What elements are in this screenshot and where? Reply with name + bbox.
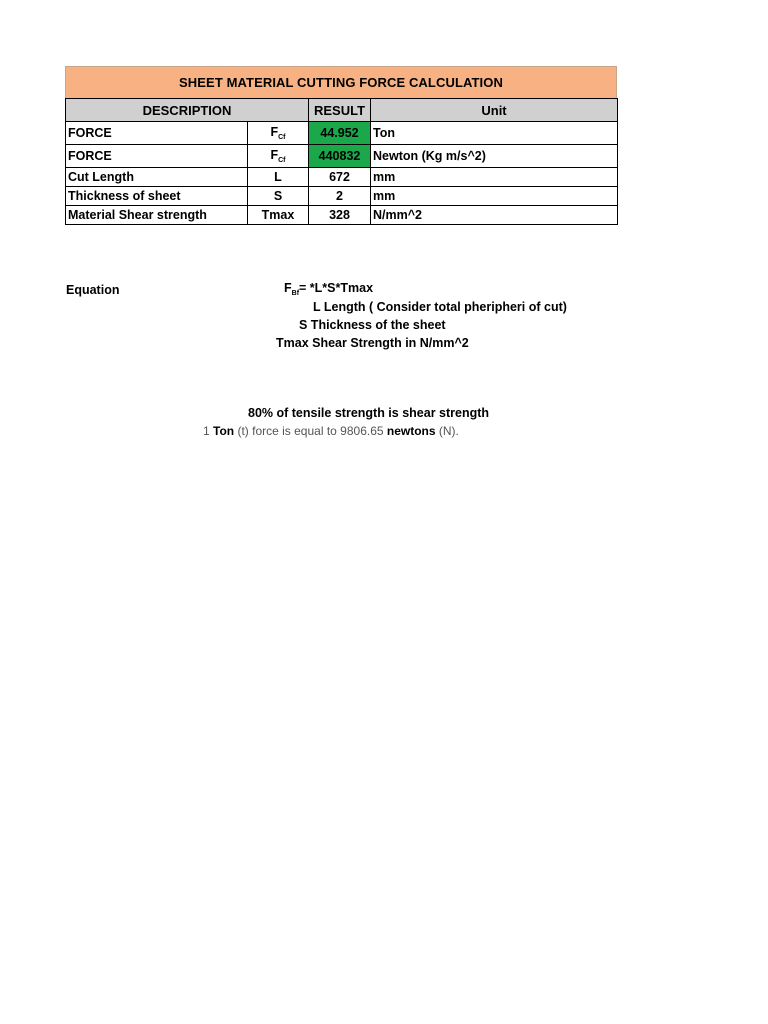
equation-label: Equation	[66, 283, 120, 297]
table-row	[66, 168, 618, 187]
legend-shear: Tmax Shear Strength in N/mm^2	[276, 336, 469, 350]
row-symbol: Tmax	[248, 206, 309, 225]
equation-formula: $F_{Bf}= *L*S*Tmax$	[284, 281, 374, 297]
legend-thickness: S Thickness of the sheet	[299, 318, 446, 332]
row-result[interactable]: 328	[309, 206, 371, 225]
table-row	[66, 187, 618, 206]
table-row	[66, 206, 618, 225]
row-description: Material Shear strength	[66, 206, 248, 225]
sheet-title: SHEET MATERIAL CUTTING FORCE CALCULATION	[65, 66, 617, 98]
row-unit: N/mm^2	[371, 206, 618, 225]
row-description: FORCE	[66, 122, 248, 145]
calculation-sheet	[65, 66, 617, 225]
table-header-row	[66, 99, 618, 122]
row-description: Cut Length	[66, 168, 248, 187]
row-result[interactable]: 44.952	[309, 122, 371, 145]
row-unit: mm	[371, 187, 618, 206]
row-unit: Ton	[371, 122, 618, 145]
header-result: RESULT	[309, 99, 371, 122]
shear-note: 80% of tensile strength is shear strength	[248, 406, 490, 420]
row-symbol: L	[248, 168, 309, 187]
table-row	[66, 122, 618, 145]
row-result[interactable]: 440832	[309, 145, 371, 168]
legend-length: L Length ( Consider total pheripheri of cut)	[313, 300, 567, 314]
calculation-table	[65, 98, 618, 225]
conversion-note: 1 Ton (t) force is equal to 9806.65 newtons (N).	[203, 424, 459, 438]
row-result[interactable]: 2	[309, 187, 371, 206]
row-description: FORCE	[66, 145, 248, 168]
row-symbol: $F_{Cf}$	[248, 145, 309, 168]
row-symbol: S	[248, 187, 309, 206]
header-unit: Unit	[371, 99, 618, 122]
row-unit: Newton (Kg m/s^2)	[371, 145, 618, 168]
row-description: Thickness of sheet	[66, 187, 248, 206]
header-description: DESCRIPTION	[66, 99, 309, 122]
table-row	[66, 145, 618, 168]
row-unit: mm	[371, 168, 618, 187]
row-result[interactable]: 672	[309, 168, 371, 187]
row-symbol: $F_{Cf}$	[248, 122, 309, 145]
